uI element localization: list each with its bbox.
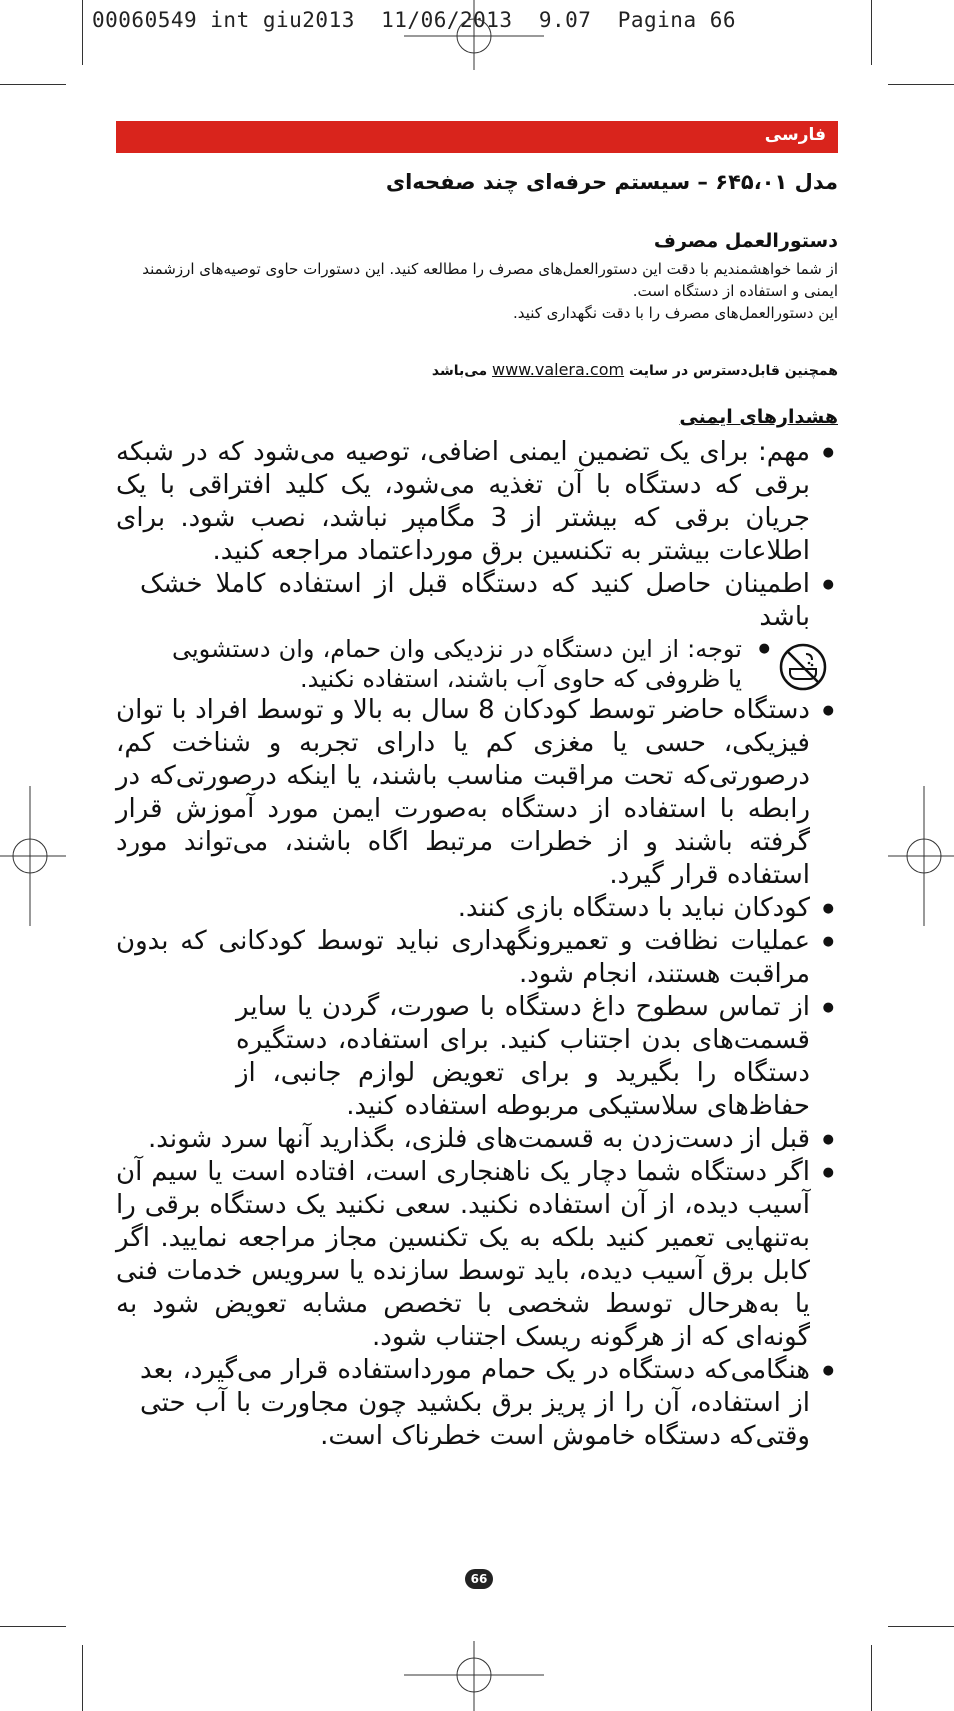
no-bath-warning-icon	[778, 642, 828, 692]
safety-heading	[116, 406, 838, 428]
registration-mark-icon	[0, 786, 66, 926]
list-item: ● اطمینان حاصل کنید که دستگاه قبل از استفاده کاملا خشک باشد	[140, 568, 838, 634]
list-item: ● دستگاه حاضر توسط کودکان 8 سال به بالا و توسط افراد با توان فیزیکی، حسی یا مغزی کم یا دارای تجربه و شناخت کم، درصورتی‌که تحت مراقبت مناسب باشند، یا اینکه درصورتی‌که در رابطه با استفاده از دستگاه به‌صورت ایمن مورد آموزش قرار گرفته باشند و از خطرات مرتبط اگاه باشند، می‌تواند مورد استفاده قرار گیرد.	[116, 694, 838, 892]
trim-mark	[871, 0, 872, 65]
list-item: ● هنگامی‌که دستگاه در یک حمام مورداستفاده قرار می‌گیرد، بعد از استفاده، آن را از پریز برق بکشید چون مجاورت با آب حتی وقتی‌که دستگاه خاموش است خطرناک است.	[140, 1354, 838, 1453]
trim-mark	[888, 1626, 954, 1627]
website-link[interactable]: www.valera.com	[491, 360, 625, 379]
registration-mark-icon	[404, 0, 544, 70]
intro-paragraph: این دستورالعمل‌های مصرف را با دقت نگهداری کنید.	[513, 304, 838, 322]
trim-mark	[82, 0, 83, 65]
list-item: ● عملیات نظافت و تعمیرونگهداری نباید توسط کودکانی که بدون مراقبت هستند، انجام شود.	[116, 925, 838, 991]
list-item: ● مهم: برای یک تضمین ایمنی اضافی، توصیه می‌شود که در شبکه برقی که دستگاه با آن تغذیه می‌شود، یک کلید افتراقی با یک جریان برقی که بیشتر از 3 مگامپر نباشد، نصب شود. برای اطلاعات بیشتر به تکنسین برق مورداعتماد مراجعه کنید.	[116, 436, 838, 568]
instructions-intro	[116, 258, 838, 324]
safety-heading-text: هشدارهای ایمنی	[679, 406, 838, 428]
list-item: ● قبل از دست‌زدن به قسمت‌های فلزی، بگذارید آنها سرد شوند.	[140, 1123, 838, 1156]
trim-mark	[82, 1645, 83, 1711]
print-slug: 00060549 int giu2013 11/06/2013 9.07 Pagina 66	[92, 8, 737, 32]
page-number: 66	[465, 1569, 493, 1589]
registration-mark-icon	[404, 1641, 544, 1711]
list-item: ● اگر دستگاه شما دچار یک ناهنجاری است، افتاده است یا سیم آن آسیب دیده، از آن استفاده نکنید. سعی نکنید یک دستگاه برقی را به‌تنهایی تعمیر کنید بلکه به یک تکنسین مجاز مراجعه نمایید. اگر کابل برق آسیب دیده، باید توسط سازنده یا سرویس خدمات فنی یا به‌هرحال توسط شخصی با تخصص مشابه تعویض شود به گونه‌ای که از هرگونه ریسک اجتناب شود.	[116, 1156, 838, 1354]
list-item: ● کودکان نباید با دستگاه بازی کنند.	[140, 892, 838, 925]
model-title: مدل ۶۴۵،۰۱ – سیستم حرفه‌ای چند صفحه‌ای	[385, 170, 838, 194]
trim-mark	[0, 1626, 66, 1627]
trim-mark	[0, 84, 66, 85]
registration-mark-icon	[888, 786, 954, 926]
safety-warning-list	[116, 436, 838, 1453]
bath-warning-text: توجه: از این دستگاه در نزدیکی وان حمام، وان دستشویی یا ظروفی که حاوی آب باشند، استفاده نکنید.	[172, 635, 742, 693]
availability-note	[116, 360, 838, 379]
language-bar	[116, 121, 838, 153]
availability-after: می‌باشد	[431, 363, 488, 379]
language-label: فارسی	[764, 125, 826, 145]
availability-before: همچنین قابل‌دسترس در سایت	[628, 363, 838, 379]
trim-mark	[888, 84, 954, 85]
intro-paragraph: از شما خواهشمندیم با دقت این دستورالعمل‌های مصرف را مطالعه کنید. این دستورات حاوی توصیه‌های ارزشمند ایمنی و استفاده از دستگاه است.	[142, 260, 838, 300]
list-item: ● از تماس سطوح داغ دستگاه با صورت، گردن یا سایر قسمت‌های بدن اجتناب کنید. برای استفاده، دستگیره دستگاه را بگیرید و برای تعویض لوازم جانبی، از حفاظ‌های سلاستیکی مربوطه استفاده کنید.	[236, 991, 838, 1123]
trim-mark	[871, 1645, 872, 1711]
list-item	[172, 634, 838, 694]
instructions-heading: دستورالعمل مصرف	[653, 230, 838, 252]
